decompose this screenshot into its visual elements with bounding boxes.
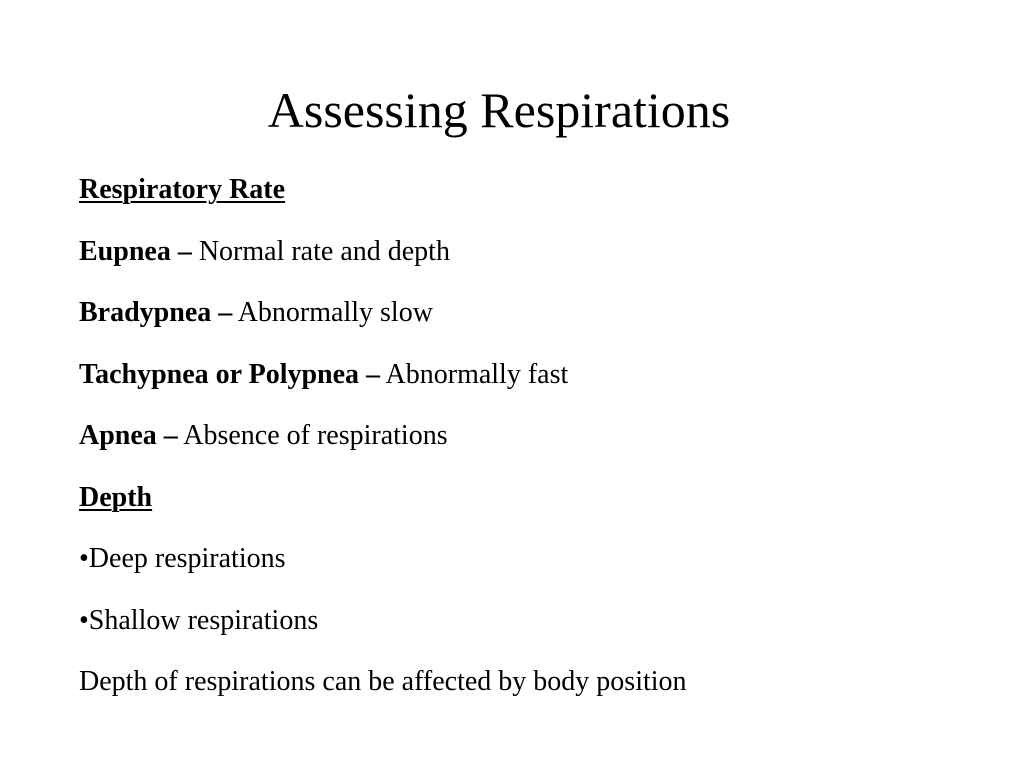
slide-title: Assessing Respirations bbox=[267, 82, 731, 138]
definition-text: Abnormally slow bbox=[232, 297, 433, 328]
definition-tachypnea bbox=[79, 357, 979, 393]
definition-apnea bbox=[79, 418, 979, 454]
definition-bradypnea bbox=[79, 295, 979, 331]
definition-eupnea bbox=[79, 234, 979, 270]
term-tachypnea: Tachypnea or Polypnea – bbox=[79, 358, 381, 390]
term-apnea: Apnea – bbox=[79, 420, 178, 451]
definition-text: Abnormally fast bbox=[380, 358, 569, 390]
definition-text: Absence of respirations bbox=[177, 420, 448, 451]
depth-note: Depth of respirations can be affected by body position bbox=[79, 666, 687, 697]
respiratory-rate-heading: Respiratory Rate bbox=[79, 174, 286, 205]
slide-content bbox=[79, 172, 979, 726]
term-eupnea: Eupnea – bbox=[79, 235, 192, 267]
bullet-deep-respirations: •Deep respirations bbox=[79, 543, 286, 574]
definition-text: Normal rate and depth bbox=[191, 235, 450, 267]
depth-heading: Depth bbox=[79, 481, 153, 513]
bullet-shallow-respirations: •Shallow respirations bbox=[79, 604, 319, 636]
term-bradypnea: Bradypnea – bbox=[79, 297, 233, 328]
